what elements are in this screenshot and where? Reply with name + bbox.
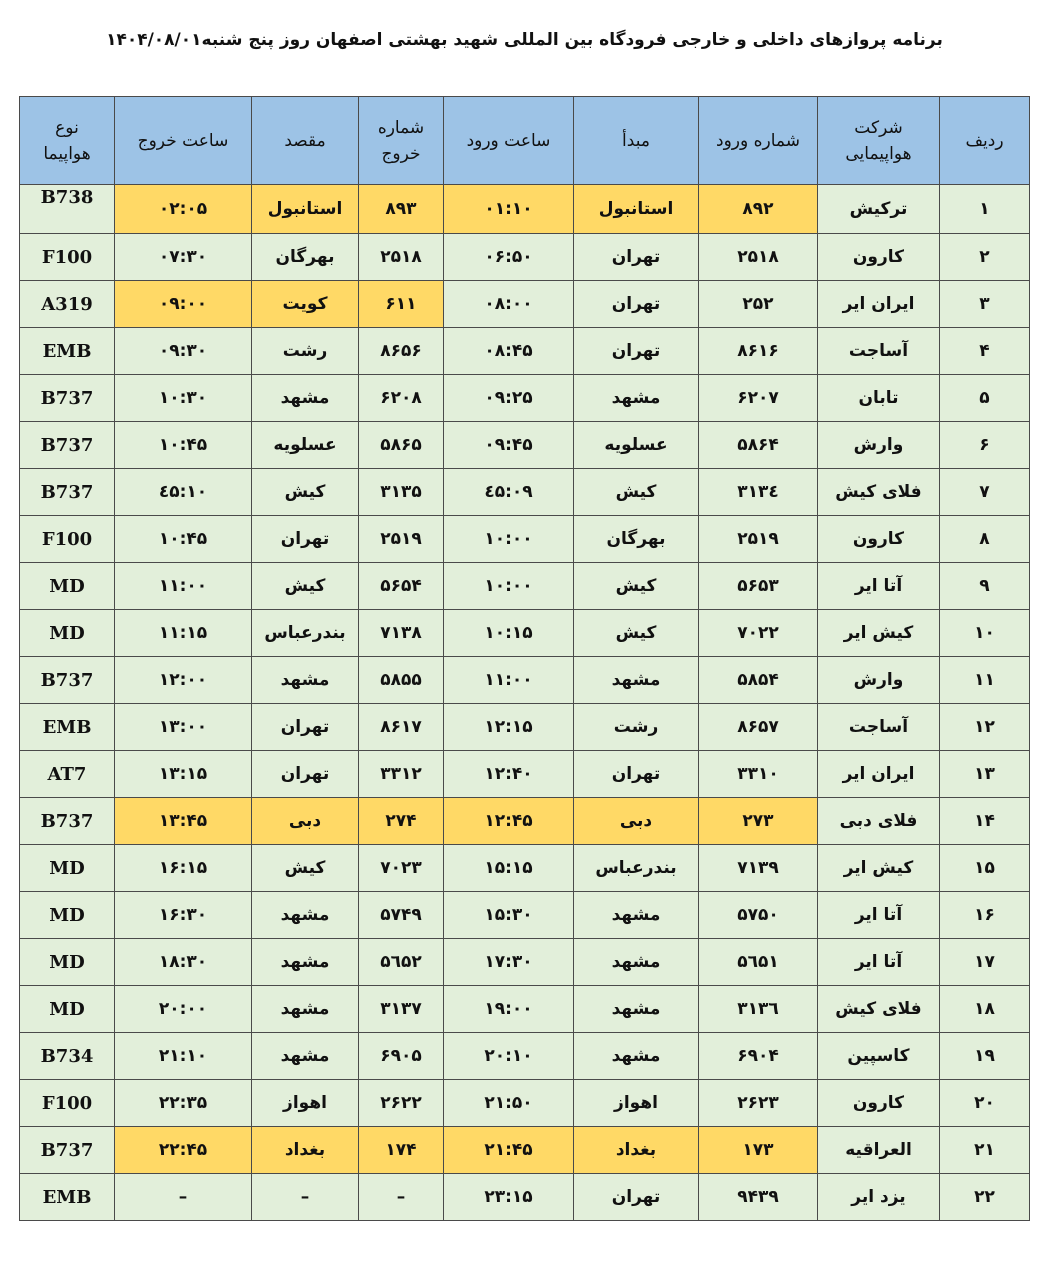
departure-number-cell: ۶۱۱ [359,281,444,328]
departure-time-cell: ۰۹:۰۰ [115,281,252,328]
arrival-time-cell: ۱۰:۱۵ [444,610,574,657]
destination-cell: عسلویه [252,422,359,469]
departure-time-cell: ۰۲:۰۵ [115,185,252,234]
row-number-cell: ۹ [940,563,1030,610]
origin-cell: دبی [574,798,699,845]
arrival-number-cell: ۸۹۲ [699,185,818,234]
aircraft-type-cell: B737 [20,422,115,469]
departure-number-cell: ۱۷۴ [359,1127,444,1174]
destination-cell: مشهد [252,986,359,1033]
arrival-number-cell: ۱۷۳ [699,1127,818,1174]
aircraft-type-cell: MD [20,610,115,657]
row-number-cell: ۶ [940,422,1030,469]
arrival-time-cell: ۰۱:۱۰ [444,185,574,234]
table-row [20,657,1030,704]
arrival-time-cell: ۰۸:۴۵ [444,328,574,375]
airline-cell: وارش [818,657,940,704]
origin-cell: عسلویه [574,422,699,469]
departure-number-cell: ۶۹۰۵ [359,1033,444,1080]
origin-cell: اهواز [574,1080,699,1127]
origin-cell: بهرگان [574,516,699,563]
departure-number-cell: ۸۶۵۶ [359,328,444,375]
arrival-number-cell: ۳۳۱۰ [699,751,818,798]
row-number-cell: ۲۱ [940,1127,1030,1174]
table-row [20,892,1030,939]
destination-cell: بهرگان [252,234,359,281]
arrival-time-cell: ۱۲:۴۵ [444,798,574,845]
aircraft-type-cell: B737 [20,798,115,845]
airline-cell: ترکیش [818,185,940,234]
header-arrival-time: ساعت ورود [444,97,574,185]
row-number-cell: ۳ [940,281,1030,328]
origin-cell: مشهد [574,986,699,1033]
departure-time-cell: ۱۱:۰۰ [115,563,252,610]
origin-cell: مشهد [574,375,699,422]
departure-time-cell: ۱۳:۱۵ [115,751,252,798]
destination-cell: کیش [252,845,359,892]
arrival-number-cell: ۲۵۱۹ [699,516,818,563]
page-title: برنامه پروازهای داخلی و خارجی فرودگاه بین المللی شهید بهشتی اصفهان روز پنج شنبه۱۴۰۴/۰۸/۰۱ [106,30,943,50]
origin-cell: تهران [574,234,699,281]
origin-cell: تهران [574,328,699,375]
origin-cell: کیش [574,610,699,657]
arrival-number-cell: ۲۵۲ [699,281,818,328]
destination-cell: دبی [252,798,359,845]
row-number-cell: ۱۹ [940,1033,1030,1080]
departure-time-cell: ۱۶:۱۵ [115,845,252,892]
destination-cell: مشهد [252,892,359,939]
header-airline: شرکت هواپیمایی [818,97,940,185]
row-number-cell: ۱۸ [940,986,1030,1033]
airline-cell: فلای کیش [818,469,940,516]
aircraft-type-cell: MD [20,892,115,939]
arrival-time-cell: ۱۵:۳۰ [444,892,574,939]
aircraft-type-cell: B737 [20,1127,115,1174]
origin-cell: کیش [574,469,699,516]
arrival-number-cell: ۷۱۳۹ [699,845,818,892]
arrival-number-cell: ۵۸۶۴ [699,422,818,469]
destination-cell: رشت [252,328,359,375]
table-row [20,563,1030,610]
departure-time-cell: ۱۱:۱۵ [115,610,252,657]
airline-cell: آساجت [818,328,940,375]
airline-cell: کیش ایر [818,845,940,892]
destination-cell: کیش [252,469,359,516]
airline-cell: آتا ایر [818,939,940,986]
departure-number-cell: ۵۷۴۹ [359,892,444,939]
departure-time-cell: ۲۲:۴۵ [115,1127,252,1174]
departure-time-cell: ۲۱:۱۰ [115,1033,252,1080]
departure-number-cell: ۵۸۵۵ [359,657,444,704]
airline-cell: آساجت [818,704,940,751]
arrival-time-cell: ۰۹:۲۵ [444,375,574,422]
table-row [20,704,1030,751]
table-row [20,798,1030,845]
airline-cell: ایران ایر [818,751,940,798]
airline-cell: آتا ایر [818,892,940,939]
destination-cell: تهران [252,751,359,798]
airline-cell: یزد ایر [818,1174,940,1221]
row-number-cell: ۱ [940,185,1030,234]
table-row [20,986,1030,1033]
airline-cell: کیش ایر [818,610,940,657]
airline-cell: کارون [818,234,940,281]
origin-cell: تهران [574,751,699,798]
arrival-time-cell: ۲۱:۴۵ [444,1127,574,1174]
arrival-time-cell: ۱۰:۰۰ [444,563,574,610]
airline-cell: فلای دبی [818,798,940,845]
aircraft-type-cell: MD [20,939,115,986]
aircraft-type-cell: F100 [20,1080,115,1127]
arrival-time-cell: ۱۹:۰۰ [444,986,574,1033]
row-number-cell: ۱۰ [940,610,1030,657]
departure-number-cell: ۲۶۲۲ [359,1080,444,1127]
arrival-time-cell: ۲۰:۱۰ [444,1033,574,1080]
table-row [20,845,1030,892]
departure-time-cell: ۱۶:۳۰ [115,892,252,939]
row-number-cell: ۷ [940,469,1030,516]
destination-cell: مشهد [252,375,359,422]
destination-cell: تهران [252,516,359,563]
arrival-time-cell: ۰۹:۴۵ [444,422,574,469]
row-number-cell: ۱۶ [940,892,1030,939]
origin-cell: بندرعباس [574,845,699,892]
departure-time-cell: ۱۰:۴۵ [115,516,252,563]
row-number-cell: ۲ [940,234,1030,281]
row-number-cell: ۱۱ [940,657,1030,704]
arrival-number-cell: ۵۶۵۳ [699,563,818,610]
departure-time-cell: ۱۳:۴۵ [115,798,252,845]
aircraft-type-cell: B734 [20,1033,115,1080]
arrival-number-cell: ۵٦۵۱ [699,939,818,986]
destination-cell: کویت [252,281,359,328]
aircraft-type-cell: B737 [20,469,115,516]
origin-cell: استانبول [574,185,699,234]
arrival-time-cell: ۱۲:۱۵ [444,704,574,751]
row-number-cell: ۴ [940,328,1030,375]
flight-schedule-table [19,96,1030,1221]
departure-time-cell: ۱۰:۴۵ [115,422,252,469]
aircraft-type-cell: EMB [20,1174,115,1221]
departure-number-cell: ۷۰۲۳ [359,845,444,892]
origin-cell: تهران [574,281,699,328]
destination-cell: – [252,1174,359,1221]
row-number-cell: ۱۵ [940,845,1030,892]
table-row [20,375,1030,422]
aircraft-type-cell: MD [20,845,115,892]
departure-time-cell: ۱۰:۳۰ [115,375,252,422]
departure-number-cell: ۸۹۳ [359,185,444,234]
departure-time-cell: ۰۷:۳۰ [115,234,252,281]
origin-cell: تهران [574,1174,699,1221]
arrival-number-cell: ۷۰۲۲ [699,610,818,657]
arrival-number-cell: ۵۷۵۰ [699,892,818,939]
aircraft-type-cell: EMB [20,704,115,751]
arrival-time-cell: ۱۷:۳۰ [444,939,574,986]
table-row [20,516,1030,563]
table-row [20,610,1030,657]
airline-cell: فلای کیش [818,986,940,1033]
aircraft-type-cell: AT7 [20,751,115,798]
arrival-time-cell: ۰۶:۵۰ [444,234,574,281]
arrival-number-cell: ۶۹۰۴ [699,1033,818,1080]
table-row [20,234,1030,281]
departure-number-cell: ۵۸۶۵ [359,422,444,469]
origin-cell: بغداد [574,1127,699,1174]
table-row [20,281,1030,328]
arrival-number-cell: ۲۷۳ [699,798,818,845]
departure-number-cell: ۸۶۱۷ [359,704,444,751]
departure-number-cell: ۲۵۱۸ [359,234,444,281]
row-number-cell: ۲۰ [940,1080,1030,1127]
destination-cell: بندرعباس [252,610,359,657]
table-row [20,751,1030,798]
row-number-cell: ۲۲ [940,1174,1030,1221]
header-departure-number: شماره خروج [359,97,444,185]
arrival-number-cell: ۵۸۵۴ [699,657,818,704]
table-row [20,328,1030,375]
destination-cell: کیش [252,563,359,610]
aircraft-type-cell: EMB [20,328,115,375]
table-header [20,97,1030,185]
arrival-number-cell: ۳۱۳٦ [699,986,818,1033]
aircraft-type-cell: B737 [20,657,115,704]
airline-cell: تابان [818,375,940,422]
arrival-time-cell: ۰۹:٤۵ [444,469,574,516]
arrival-number-cell: ۸۶۵۷ [699,704,818,751]
aircraft-type-cell: F100 [20,234,115,281]
arrival-number-cell: ۲۵۱۸ [699,234,818,281]
header-arrival-number: شماره ورود [699,97,818,185]
arrival-time-cell: ۱۱:۰۰ [444,657,574,704]
departure-number-cell: ۷۱۳۸ [359,610,444,657]
table-row [20,1127,1030,1174]
departure-number-cell: ۲۵۱۹ [359,516,444,563]
aircraft-type-cell: A319 [20,281,115,328]
departure-time-cell: ۱۳:۰۰ [115,704,252,751]
destination-cell: تهران [252,704,359,751]
airline-cell: آتا ایر [818,563,940,610]
row-number-cell: ۱۷ [940,939,1030,986]
origin-cell: مشهد [574,892,699,939]
destination-cell: مشهد [252,657,359,704]
airline-cell: ایران ایر [818,281,940,328]
table-row [20,1080,1030,1127]
arrival-number-cell: ۸۶۱۶ [699,328,818,375]
departure-time-cell: ۲۲:۳۵ [115,1080,252,1127]
origin-cell: کیش [574,563,699,610]
header-destination: مقصد [252,97,359,185]
departure-number-cell: ۲۷۴ [359,798,444,845]
departure-number-cell: ۳۳۱۲ [359,751,444,798]
arrival-time-cell: ۲۱:۵۰ [444,1080,574,1127]
airline-cell: کارون [818,516,940,563]
arrival-time-cell: ۱۵:۱۵ [444,845,574,892]
arrival-number-cell: ۲۶۲۳ [699,1080,818,1127]
header-row-no: ردیف [940,97,1030,185]
departure-number-cell: ۵۶۵۴ [359,563,444,610]
destination-cell: بغداد [252,1127,359,1174]
aircraft-type-cell: B737 [20,375,115,422]
origin-cell: مشهد [574,657,699,704]
origin-cell: مشهد [574,1033,699,1080]
arrival-time-cell: ۰۸:۰۰ [444,281,574,328]
airline-cell: کارون [818,1080,940,1127]
aircraft-type-cell: F100 [20,516,115,563]
table-row [20,1033,1030,1080]
origin-cell: مشهد [574,939,699,986]
airline-cell: وارش [818,422,940,469]
departure-number-cell: ۵٦۵۲ [359,939,444,986]
destination-cell: مشهد [252,939,359,986]
table-row [20,1174,1030,1221]
origin-cell: رشت [574,704,699,751]
header-aircraft-type: نوع هواپیما [20,97,115,185]
arrival-time-cell: ۱۰:۰۰ [444,516,574,563]
arrival-time-cell: ۱۲:۴۰ [444,751,574,798]
arrival-number-cell: ۹۴۳۹ [699,1174,818,1221]
destination-cell: مشهد [252,1033,359,1080]
departure-time-cell: – [115,1174,252,1221]
arrival-number-cell: ۶۲۰۷ [699,375,818,422]
airline-cell: العراقیه [818,1127,940,1174]
departure-number-cell: ۶۲۰۸ [359,375,444,422]
departure-number-cell: ۳۱۳۵ [359,469,444,516]
departure-time-cell: ۱۲:۰۰ [115,657,252,704]
table-body [20,185,1030,1221]
destination-cell: استانبول [252,185,359,234]
departure-number-cell: ۳۱۳۷ [359,986,444,1033]
row-number-cell: ۵ [940,375,1030,422]
departure-time-cell: ۱۰:٤۵ [115,469,252,516]
departure-time-cell: ۲۰:۰۰ [115,986,252,1033]
header-row [20,97,1030,185]
row-number-cell: ۸ [940,516,1030,563]
departure-time-cell: ۰۹:۳۰ [115,328,252,375]
aircraft-type-cell: B738 [20,185,115,234]
row-number-cell: ۱۲ [940,704,1030,751]
header-origin: مبدأ [574,97,699,185]
airline-cell: کاسپین [818,1033,940,1080]
destination-cell: اهواز [252,1080,359,1127]
table-row [20,939,1030,986]
aircraft-type-cell: MD [20,563,115,610]
table-row [20,469,1030,516]
arrival-number-cell: ۳۱۳٤ [699,469,818,516]
row-number-cell: ۱۴ [940,798,1030,845]
arrival-time-cell: ۲۳:۱۵ [444,1174,574,1221]
table-row [20,422,1030,469]
aircraft-type-cell: MD [20,986,115,1033]
row-number-cell: ۱۳ [940,751,1030,798]
table-row [20,185,1030,234]
header-departure-time: ساعت خروج [115,97,252,185]
departure-number-cell: – [359,1174,444,1221]
departure-time-cell: ۱۸:۳۰ [115,939,252,986]
